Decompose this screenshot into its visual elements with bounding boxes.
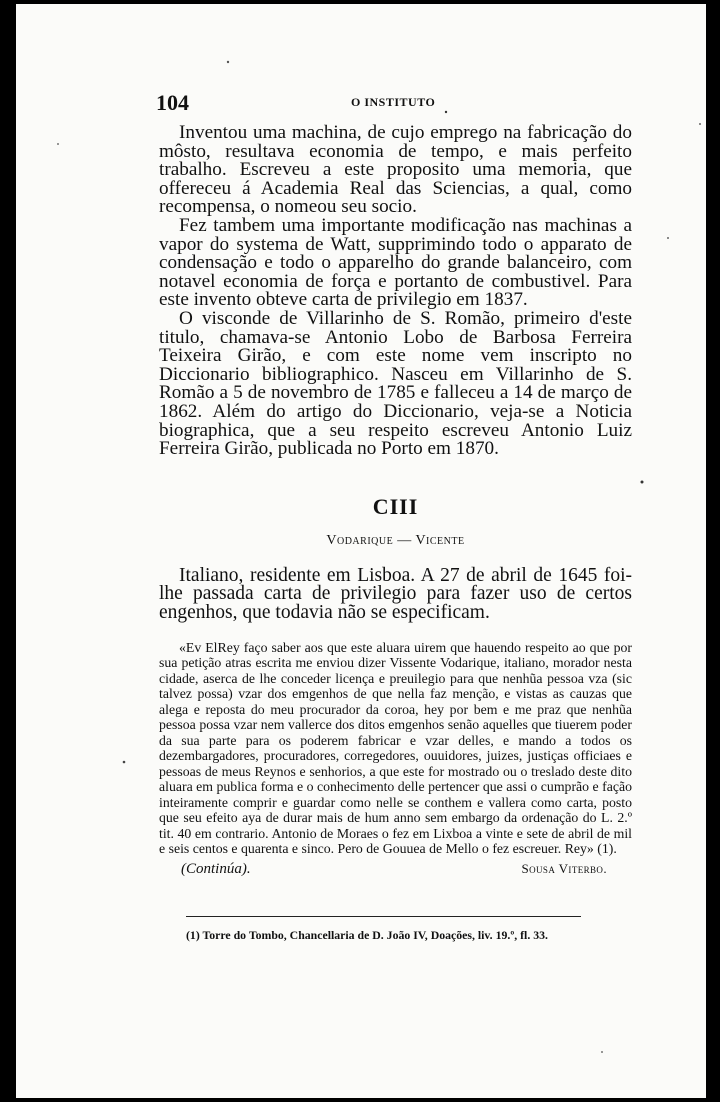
page-body [159, 124, 632, 881]
footnote-rule [186, 916, 581, 917]
signature-line [159, 861, 632, 881]
continua-note: (Continúa). [181, 860, 251, 877]
page-number: 104 [156, 90, 189, 115]
section-number: CIII [372, 493, 419, 519]
paragraph-1: Inventou uma machina, de cujo emprego na fabricação do môsto, resultava economia de tempo, e mais perfeito trabalho. Escreveu a este proposito uma memoria, que offereceu á Academia Real das Sciencias, a qual, como recompensa, o nomeou seu socio. [159, 122, 632, 218]
page-header [156, 90, 626, 114]
quoted-document: «Ev ElRey faço saber aos que este aluara uirem que hauendo respeito ao que por sua petição atras escrita me enviou dizer Vissente Vodarique, italiano, morador nesta cidade, aserca de lhe conceder licença e preuilegio para que nenhũa pessoa vza (sic talvez possa) vzar dos emgenhos de que nella faz menção, e vistas as cauzas que alega e reposta do meu procurador da coroa, hey por bem e me praz que nenhũa pessoa possa vzar nem vallerce dos ditos emgenhos senão aquelles que tiuerem poder da sua parte para os poderem fabricar e vzar delles, e mando a todos os dezembargadores, procuradores, corregedores, ouuidores, juizes, justiças officiaes e pessoas de meus Reynos e senhorios, a que este for mostrado ou o treslado deste dito aluara em publica forma e o conhecimento delle pertencer que assi o cumprão e fação inteiramente comprir e guardar como nelle se conthem e vallera como carta, posto que seu efeito aya de durar mais de hum anno sem embargo da ordenação do L. 2.º tit. 40 em contrario. Antonio de Moraes o fez em Lixboa a vinte e sete de abril de mil e seis centos e quarenta e sinco. Pero de Gouuea de Mello o fez escreuer. Rey» (1). [159, 639, 632, 857]
section-lead: Italiano, residente em Lisboa. A 27 de abril de 1645 foi-lhe passada carta de privilegio para fazer uso de certos engenhos, que todavia não se especificam. [159, 564, 632, 623]
paragraph-3: O visconde de Villarinho de S. Romão, primeiro d'este titulo, chamava-se Antonio Lobo de Barbosa Ferreira Teixeira Girão, e com este nome vem inscripto no Diccionario bibliographico. Nasceu em Villarinho de S. Romão a 5 de novembro de 1785 e falleceu a 14 de março de 1862. Além do artigo do Diccionario, veja-se a Noticia biographica, que a seu respeito escreveu Antonio Luiz Ferreira Girão, publicada no Porto em 1870. [159, 307, 632, 460]
paragraph-2: Fez tambem uma importante modificação nas machinas a vapor do systema de Watt, supprimindo todo o apparato de condensação e todo o apparelho do grande balanceiro, com notavel economia de força e portanto de combustivel. Para este invento obteve carta de privilegio em 1837. [159, 214, 632, 311]
scan-border-left [6, 4, 16, 1098]
author-name: Sousa Viterbo. [521, 860, 607, 876]
running-head: O INSTITUTO [351, 95, 436, 109]
section-title: Vodarique — Vicente [326, 532, 465, 548]
scan-border-right [706, 4, 714, 1098]
footnote: (1) Torre do Tombo, Chancellaria de D. João IV, Doações, liv. 19.º, fl. 33. [186, 928, 548, 942]
